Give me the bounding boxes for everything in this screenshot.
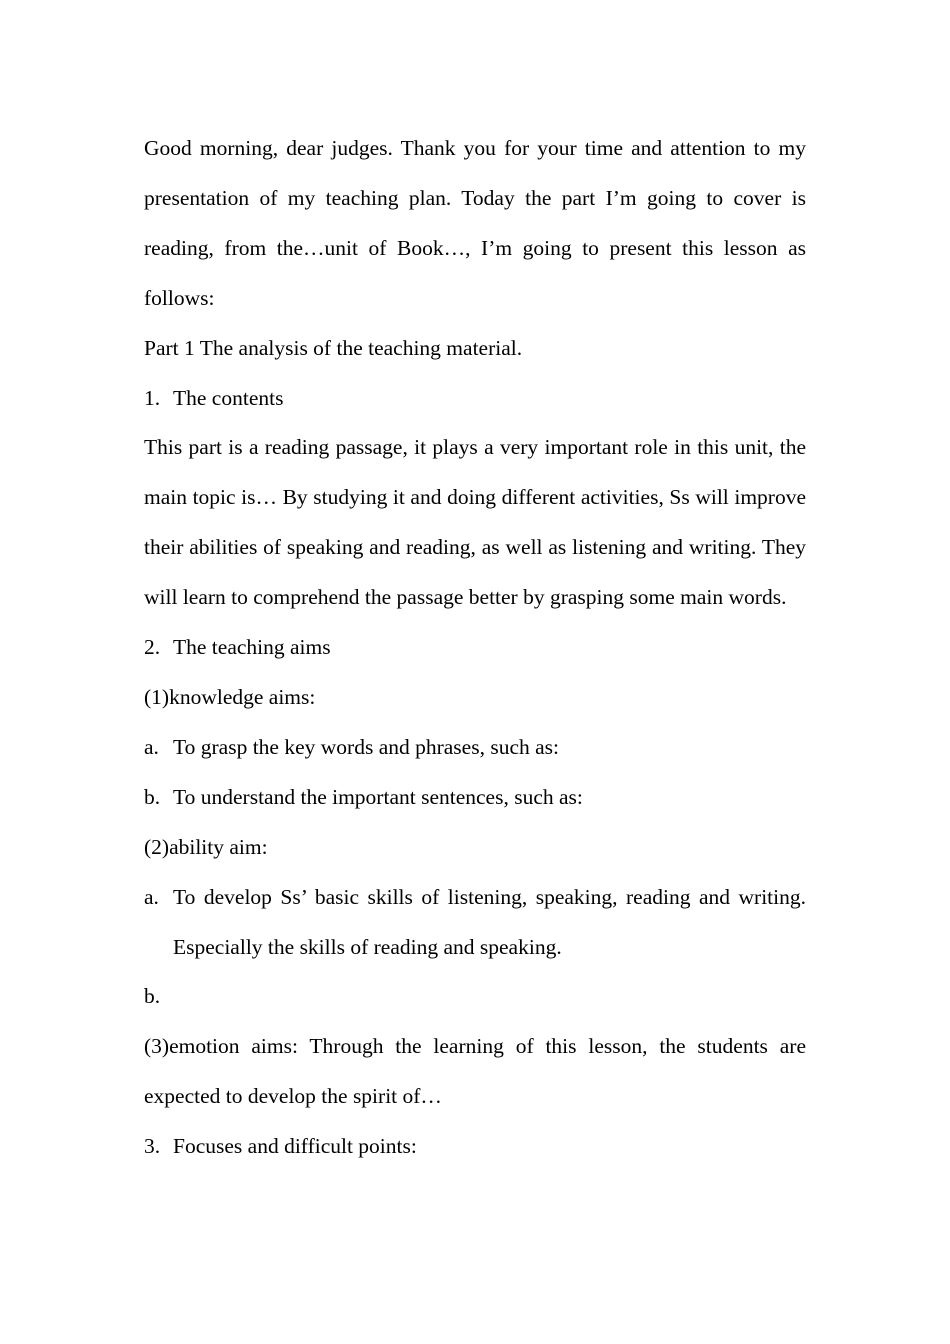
list-item [144,773,806,823]
section-heading-teaching-aims [144,623,806,673]
knowledge-aims-heading: (1)knowledge aims: [144,684,316,709]
ability-aim-heading: (2)ability aim: [144,834,268,859]
list-item-text [173,972,806,1022]
emotion-aims-paragraph: (3)emotion aims: Through the learning of this lesson, the students are expected to develop the spirit of… [144,1034,806,1109]
section-number: 1. [144,385,161,410]
section-heading-contents [144,374,806,424]
document-body [144,124,806,1172]
intro-paragraph: Good morning, dear judges. Thank you for your time and attention to my presentation of my teaching plan. Today the part I’m going to cover is reading, from the…unit of Book…, I’m going to present this lesson as follows: [144,136,806,310]
section-number: 2. [144,635,161,660]
list-marker: a. [144,734,159,759]
list-marker: b. [144,984,161,1009]
list-item [144,972,806,1022]
list-marker: a. [144,884,159,909]
list-item [144,873,806,973]
list-item [144,723,806,773]
list-item-text: To grasp the key words and phrases, such as: [173,734,560,759]
part1-heading: Part 1 The analysis of the teaching material. [144,335,523,360]
list-marker: b. [144,784,161,809]
section-number: 3. [144,1134,161,1159]
list-item-text: To develop Ss’ basic skills of listening, speaking, reading and writing. Especially the skills of reading and speaking. [173,884,806,959]
section-title: The contents [173,385,284,410]
list-item-text: To understand the important sentences, such as: [173,784,583,809]
section-title: Focuses and difficult points: [173,1134,417,1159]
section-heading-focuses [144,1122,806,1172]
contents-paragraph: This part is a reading passage, it plays a very important role in this unit, the main topic is… By studying it and doing different activities, Ss will improve their abilities of speaking and reading, as well as listening and writing. They will learn to comprehend the passage better by grasping some main words. [144,435,806,610]
section-title: The teaching aims [173,635,331,660]
